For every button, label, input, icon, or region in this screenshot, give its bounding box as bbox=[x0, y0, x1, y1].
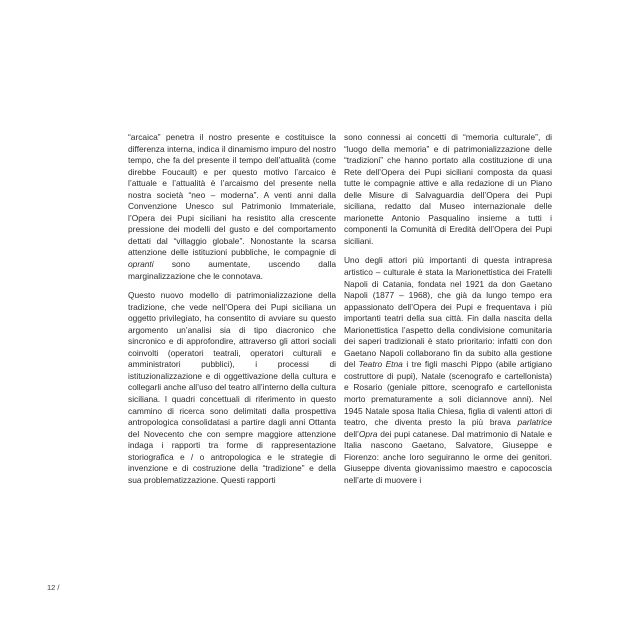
text-run: sono connessi ai concetti di “memoria culturale”, di “luogo della memoria” e di patrimonializzazione delle “tradizioni” che hanno portato alla costituzione di una Rete dell’Opera dei Pupi siciliani composta da quasi tutte le compagnie attive e alla redazione di un Piano delle Misure di Salvaguardia dell’Opera dei Pupi siciliana, redatto dal Museo internazionale delle marionette Antonio Pasqualino insieme a tutti i componenti la Comunità di Eredità dell’Opera dei Pupi siciliani. bbox=[344, 132, 552, 246]
page-number: 12 / bbox=[47, 583, 60, 592]
italic-text-run: opranti bbox=[128, 259, 154, 270]
text-run: dell’ bbox=[344, 428, 359, 439]
italic-text-run: Teatro Etna bbox=[358, 359, 403, 370]
left-paragraph bbox=[128, 290, 336, 486]
text-run: “arcaica” penetra il nostro presente e costituisce la differenza interna, indica il dinamismo impuro del nostro tempo, che fa del presente il tempo dell’attualità (come direbbe Foucault) e per questo motivo l’arcaico è l’attuale e l’attualità è l’arcaismo del presente nella nostra società “neo – moderna”. A venti anni dalla Convenzione Unesco sul Patrimonio Immateriale, l’Opera dei Pupi siciliani ha resistito alla crescente pressione dei modelli del gusto e del comportamento dettati dal “villaggio globale”. Nonostante la scarsa attenzione delle istituzioni pubbliche, le compagnie di bbox=[128, 132, 336, 258]
left-text-column bbox=[128, 132, 336, 494]
left-paragraph bbox=[128, 132, 336, 282]
text-run: Uno degli attori più importanti di questa intrapresa artistico – culturale è stata la Marionettistica dei Fratelli Napoli di Catania, fondata nel 1921 da don Gaetano Napoli (1877 – 1968), che già da lungo tempo era appassionato dell’Opera dei Pupi e frequentava i più importanti teatri della sua città. Fin dalla nascita della Marionettistica l’aspetto della condivisione comunitaria dei saperi tradizionali è stato prioritario: infatti con don Gaetano Napoli collaborano fin da subito alla gestione del bbox=[344, 255, 552, 370]
right-paragraph bbox=[344, 132, 552, 247]
text-run: dei pupi catanese. Dal matrimonio di Natale e Italia nascono Gaetano, Salvatore, Giuseppe e Fiorenzo: anche loro seguiranno le orme dei genitori. Giuseppe diventa giovanissimo maestro e capocoscia nell’arte di muovere i bbox=[344, 428, 552, 485]
text-run: Questo nuovo modello di patrimonializzazione della tradizione, che vede nell’Opera dei Pupi siciliana un oggetto privilegiato, ha consentito di avviare su questo argomento un’analisi sia di tipo diacronico che sincronico e di approfondire, attraverso gli attori sociali coinvolti (operatori teatrali, operatori culturali e amministratori pubblici), i processi di istituzionalizzazione e di oggettivazione della cultura e collegarli anche all’uso del teatro all’interno della cultura siciliana. I quadri concettuali di riferimento in questo cammino di ricerca sono delimitati dalla prospettiva antropologica consolidatasi a partire dagli anni Ottanta del Novecento che con sempre maggiore attenzione indaga i rapporti tra forme di rappresentazione storiografica e / o antropologica e le strategie di invenzione e di costruzione della “tradizione” e della sua problematizzazione. Questi rapporti bbox=[128, 290, 336, 485]
italic-text-run: parlatrice bbox=[517, 417, 552, 428]
right-paragraph bbox=[344, 255, 552, 486]
italic-text-run: Opra bbox=[358, 428, 378, 439]
text-run: sono aumentate, uscendo dalla marginalizzazione che le connotava. bbox=[128, 259, 336, 281]
text-run: i tre figli maschi Pippo (abile artigiano costruttore di pupi), Natale (scenografo e cartellonista) e Rosario (geniale pittore, scenografo e cartellonista morto prematuramente a soli diciannove anni). Nel 1945 Natale sposa Italia Chiesa, figlia di valenti attori di teatro, che diventa presto la più brava bbox=[344, 359, 552, 428]
right-text-column bbox=[344, 132, 552, 494]
